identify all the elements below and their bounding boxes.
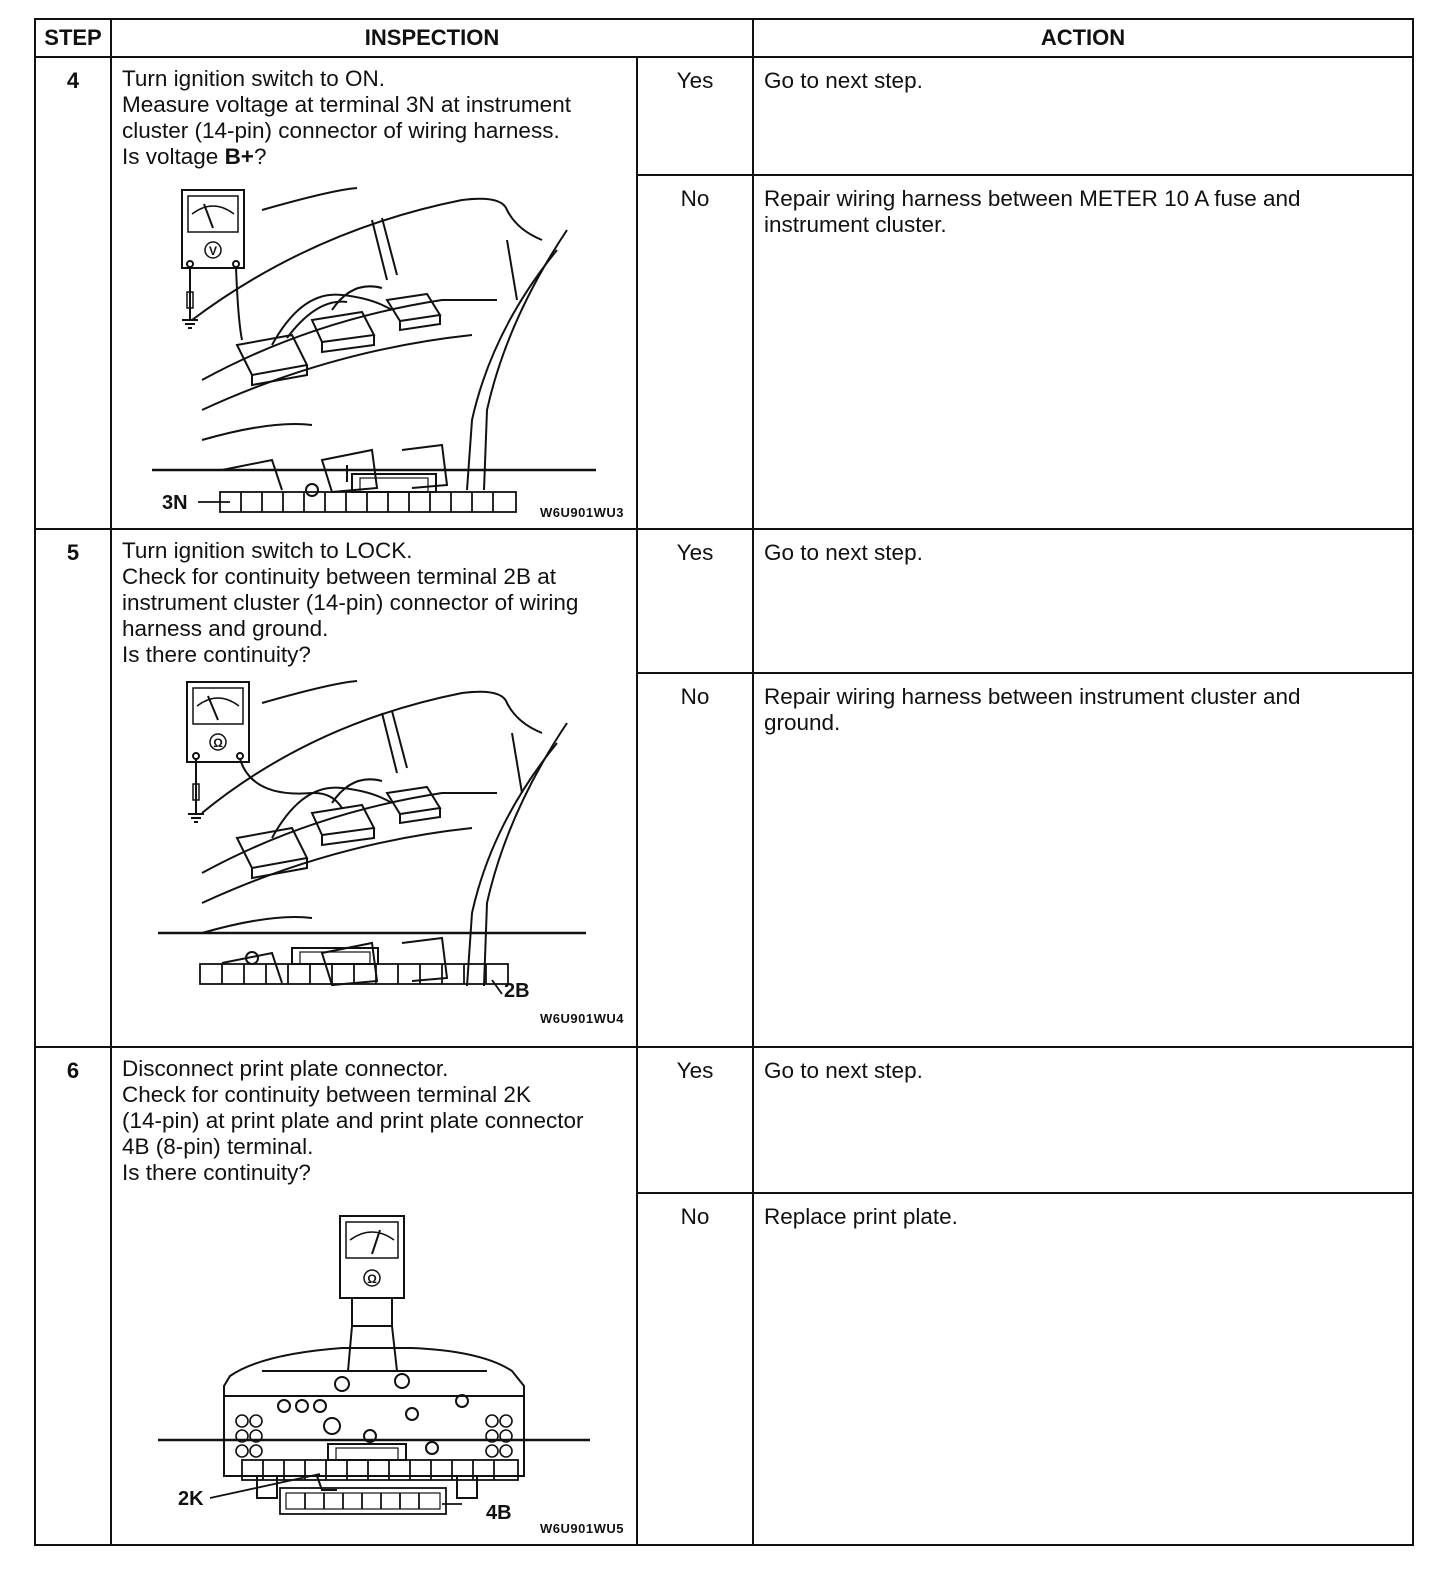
inspection-line: instrument cluster (14-pin) connector of wiring <box>122 590 579 615</box>
inspection-line: harness and ground. <box>122 616 329 641</box>
action-yes: Go to next step. <box>753 57 1413 175</box>
action-line: Repair wiring harness between METER 10 A fuse and <box>764 185 1301 211</box>
inspection-line: cluster (14-pin) connector of wiring harness. <box>122 118 560 143</box>
inspection-line: Is there continuity? <box>122 642 311 667</box>
action-no <box>753 673 1413 1047</box>
action-yes: Go to next step. <box>753 529 1413 673</box>
voltmeter-icon: V <box>208 244 218 258</box>
terminal-label-3n: 3N <box>162 492 188 514</box>
terminal-label-4b: 4B <box>486 1502 512 1524</box>
action-no <box>753 1193 1413 1545</box>
step-5-yes-row <box>35 529 1413 673</box>
inspection-line: Disconnect print plate connector. <box>122 1056 449 1081</box>
answer-no: No <box>637 1193 753 1545</box>
step-5-inspection <box>111 529 637 1047</box>
step-4-inspection <box>111 57 637 529</box>
answer-yes: Yes <box>637 529 753 673</box>
answer-no: No <box>637 175 753 529</box>
figure-code: W6U901WU5 <box>540 1521 624 1536</box>
ohmmeter-icon: Ω <box>213 736 223 750</box>
inspection-line: Turn ignition switch to LOCK. <box>122 538 413 563</box>
ohmmeter-icon: Ω <box>367 1272 377 1286</box>
dashboard-connector-drawing <box>112 668 636 1034</box>
answer-no: No <box>637 673 753 1047</box>
action-no <box>753 175 1413 529</box>
step-number: 6 <box>35 1047 111 1545</box>
inspection-question: Is voltage B+? <box>122 144 267 169</box>
header-inspection: INSPECTION <box>111 19 753 57</box>
answer-yes: Yes <box>637 1047 753 1193</box>
answer-yes: Yes <box>637 57 753 175</box>
step-5-illustration <box>112 668 636 1034</box>
dashboard-connector-drawing <box>112 170 636 528</box>
inspection-line: Check for continuity between terminal 2K <box>122 1082 531 1107</box>
terminal-label-2k: 2K <box>178 1488 204 1510</box>
step-4-illustration <box>112 170 636 528</box>
header-step: STEP <box>35 19 111 57</box>
step-6-yes-row <box>35 1047 1413 1193</box>
inspection-line: Measure voltage at terminal 3N at instrument <box>122 92 571 117</box>
action-yes: Go to next step. <box>753 1047 1413 1193</box>
figure-code: W6U901WU4 <box>540 1011 624 1026</box>
step-6-connectors <box>112 1430 636 1535</box>
step-number: 5 <box>35 529 111 1047</box>
connector-strips-drawing <box>112 1430 636 1535</box>
inspection-line: Is there continuity? <box>122 1160 311 1185</box>
header-action: ACTION <box>753 19 1413 57</box>
terminal-label-2b: 2B <box>504 980 530 1002</box>
step-number: 4 <box>35 57 111 529</box>
inspection-line: Check for continuity between terminal 2B at <box>122 564 556 589</box>
inspection-line: (14-pin) at print plate and print plate connector <box>122 1108 584 1133</box>
inspection-line: 4B (8-pin) terminal. <box>122 1134 314 1159</box>
action-line: Replace print plate. <box>764 1203 958 1229</box>
inspection-line: Turn ignition switch to ON. <box>122 66 386 91</box>
inspection-text <box>112 58 636 170</box>
inspection-text <box>112 530 636 668</box>
figure-code: W6U901WU3 <box>540 505 624 520</box>
action-line: Repair wiring harness between instrument cluster and <box>764 684 1301 709</box>
step-4-yes-row <box>35 57 1413 175</box>
header-row <box>35 19 1413 57</box>
action-line: instrument cluster. <box>764 211 947 237</box>
action-line: ground. <box>764 710 841 735</box>
inspection-text <box>112 1048 636 1186</box>
diagnostic-procedure-table <box>34 18 1414 1546</box>
